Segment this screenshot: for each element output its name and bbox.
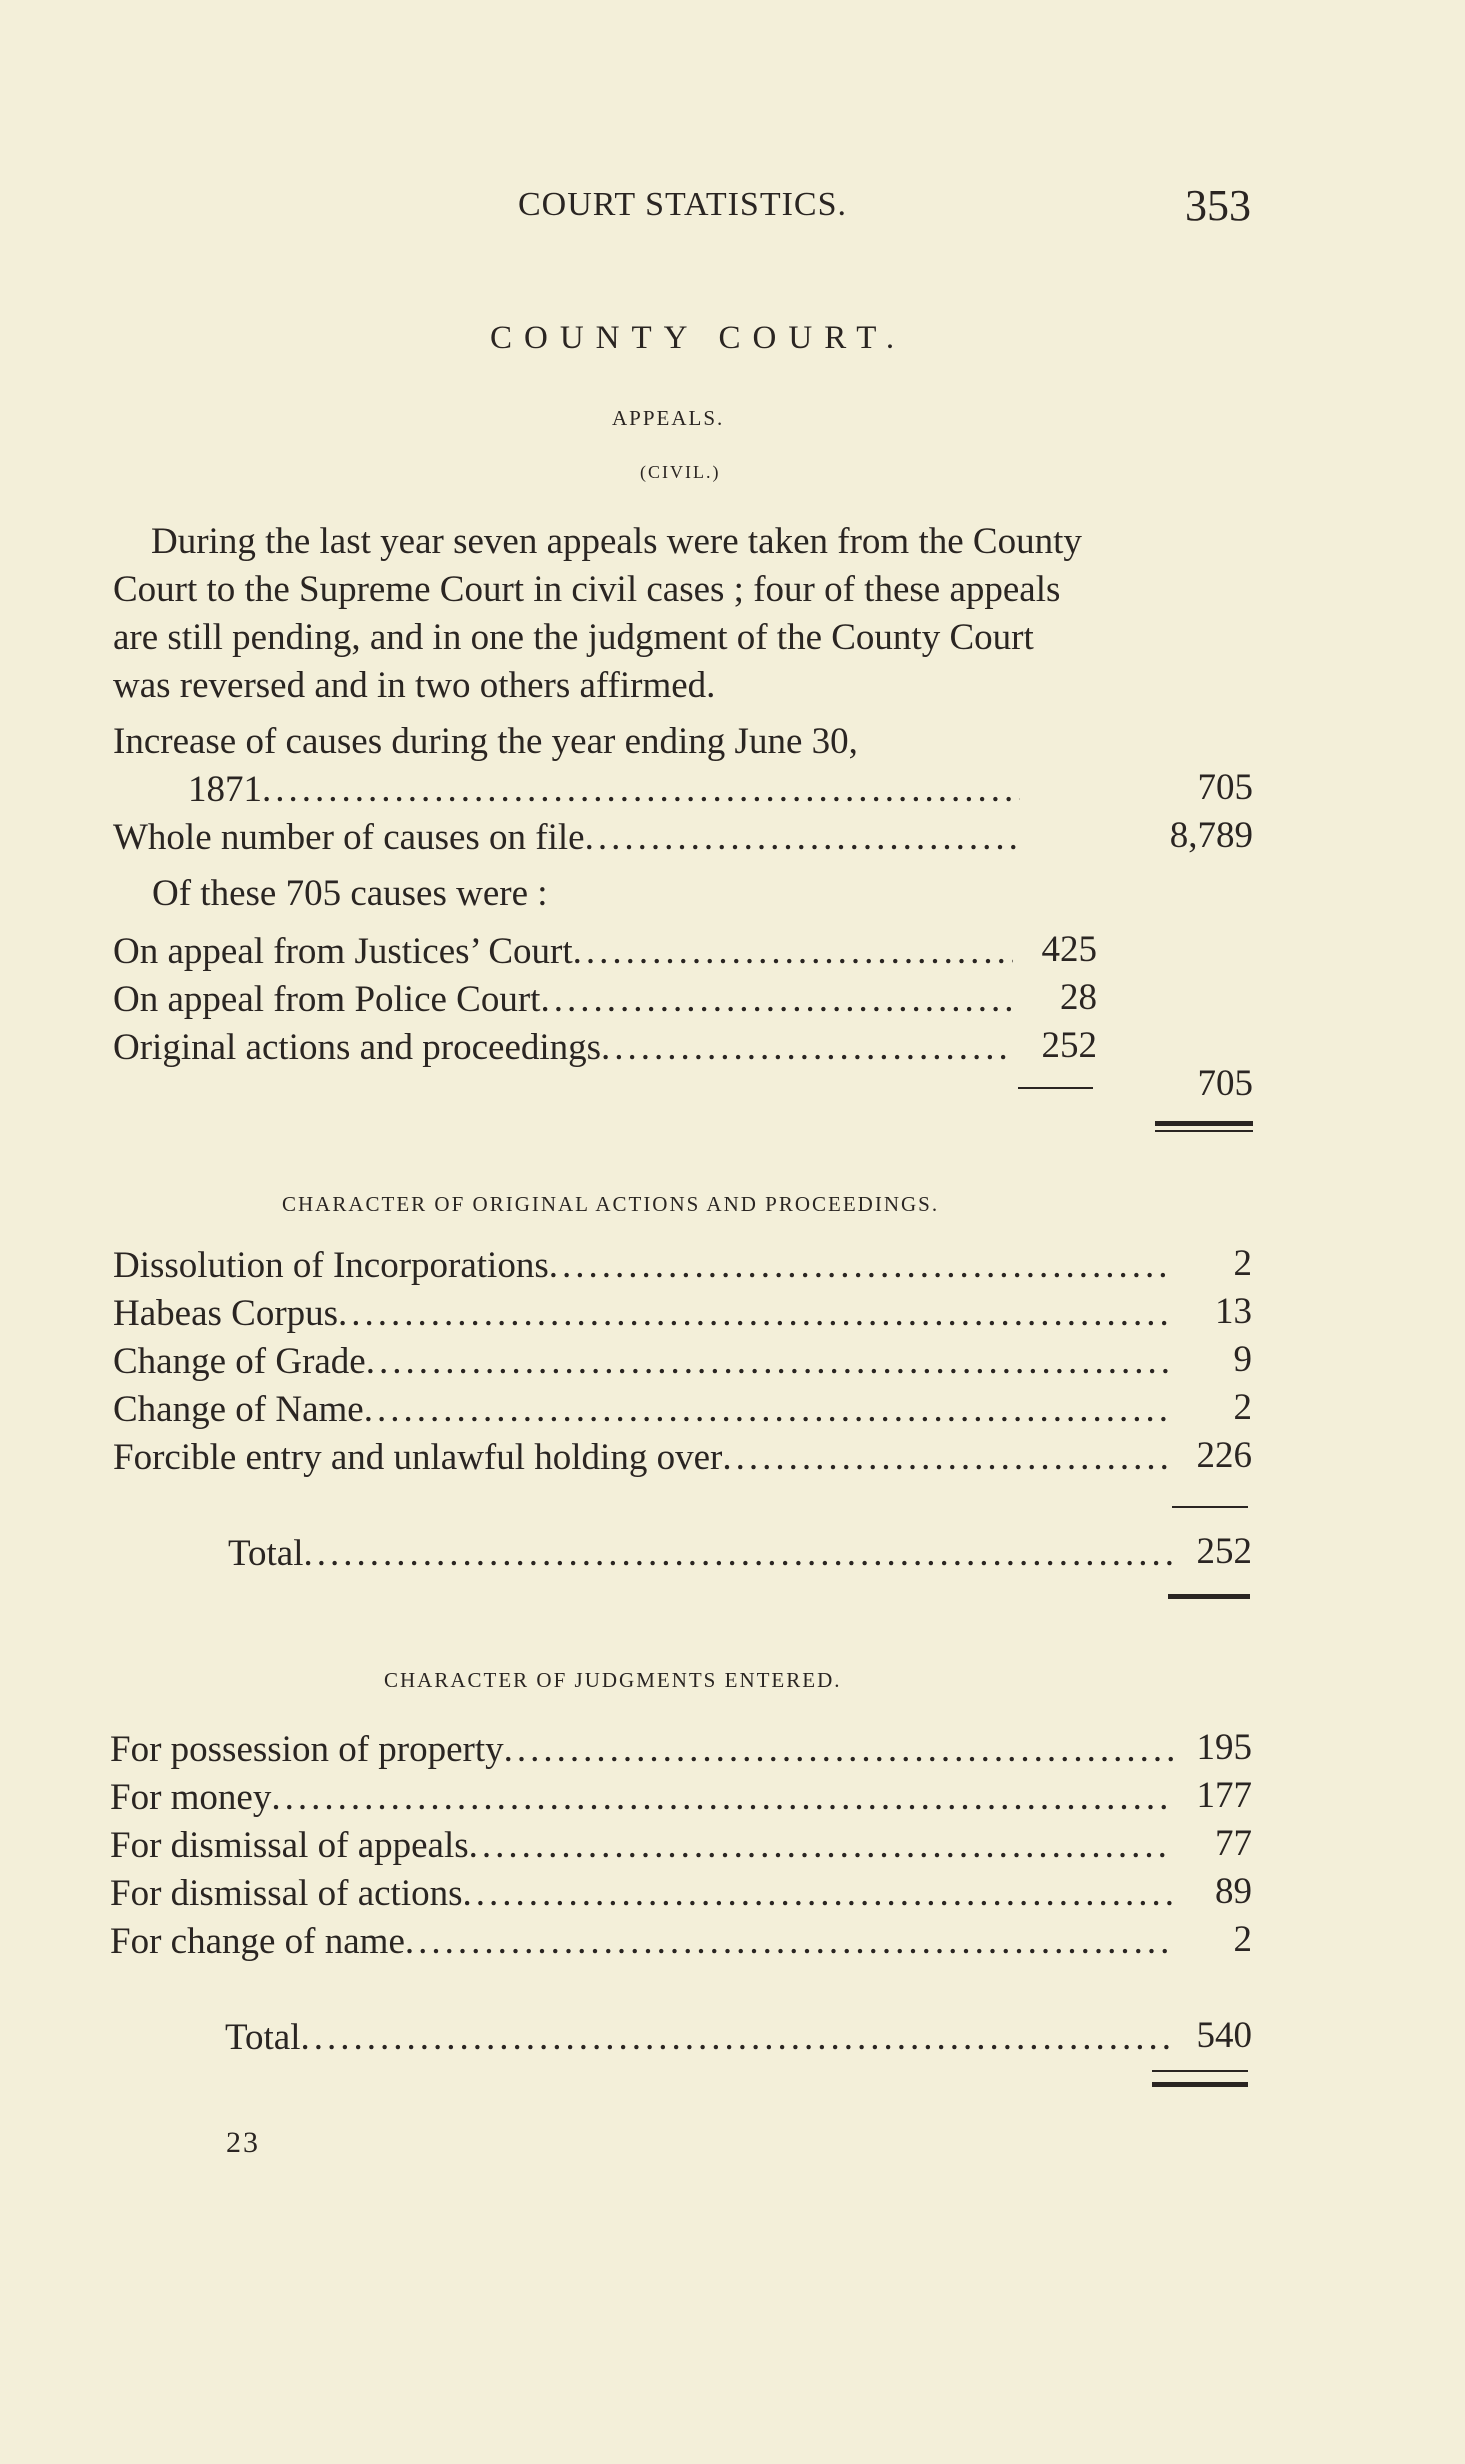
breakdown-label: On appeal from Police Court — [113, 979, 541, 1020]
original-action-row — [113, 1338, 1173, 1386]
judgments-heading: CHARACTER OF JUDGMENTS ENTERED. — [384, 1668, 842, 1692]
whole-number-value: 8,789 — [1169, 815, 1253, 856]
of-these-label: Of these 705 causes were : — [152, 873, 548, 914]
original-action-value: 2 — [1233, 1243, 1252, 1284]
original-action-value: 2 — [1233, 1387, 1252, 1428]
increase-label-line1: Increase of causes during the year ending June 30, — [113, 721, 858, 762]
paragraph-line-3: are still pending, and in one the judgment of the County Court — [113, 617, 1034, 658]
total-double-rule — [1155, 1121, 1253, 1126]
subtotal-rule — [1018, 1087, 1093, 1089]
judgments-total-value: 540 — [1196, 2015, 1252, 2056]
judgment-label: For possession of property — [110, 1729, 504, 1770]
original-action-value: 226 — [1196, 1435, 1252, 1476]
paragraph-line-2: Court to the Supreme Court in civil cases ; four of these appeals — [113, 569, 1061, 610]
running-header: COURT STATISTICS. — [518, 186, 847, 223]
increase-label-line2: 1871 — [188, 769, 262, 810]
original-action-row — [113, 1290, 1173, 1338]
judgments-total-label: Total — [225, 2017, 301, 2058]
judgment-row — [110, 1918, 1173, 1966]
original-action-label: Change of Name — [113, 1389, 364, 1430]
judgment-row — [110, 1726, 1173, 1774]
signature-mark: 23 — [226, 2126, 260, 2159]
original-action-value: 9 — [1233, 1339, 1252, 1380]
paragraph-line-1: During the last year seven appeals were taken from the County — [151, 521, 1082, 562]
judgment-label: For money — [110, 1777, 272, 1818]
judgments-total-row — [225, 2014, 1173, 2062]
original-action-row — [113, 1242, 1173, 1290]
judgment-value: 177 — [1196, 1775, 1252, 1816]
whole-number-label: Whole number of causes on file — [113, 817, 585, 858]
judgment-value: 195 — [1196, 1727, 1252, 1768]
original-actions-double-rule — [1168, 1594, 1250, 1599]
breakdown-value: 425 — [1041, 929, 1097, 970]
original-action-row — [113, 1386, 1173, 1434]
judgment-row — [110, 1822, 1173, 1870]
original-actions-total-value: 252 — [1196, 1531, 1252, 1572]
original-action-row — [113, 1434, 1173, 1482]
breakdown-row — [113, 928, 1013, 976]
original-actions-total-row — [228, 1530, 1173, 1578]
increase-row — [188, 766, 1020, 814]
breakdown-total: 705 — [1197, 1063, 1253, 1104]
original-actions-heading: CHARACTER OF ORIGINAL ACTIONS AND PROCEEDINGS. — [282, 1192, 940, 1216]
increase-value: 705 — [1197, 767, 1253, 808]
breakdown-value: 252 — [1041, 1025, 1097, 1066]
judgments-double-rule-lower — [1152, 2082, 1248, 2087]
judgment-row — [110, 1870, 1173, 1918]
appeals-heading: APPEALS. — [612, 406, 725, 430]
page-number: 353 — [1185, 181, 1251, 230]
original-action-value: 13 — [1215, 1291, 1252, 1332]
judgment-value: 77 — [1215, 1823, 1252, 1864]
breakdown-label: On appeal from Justices’ Court — [113, 931, 573, 972]
judgment-label: For dismissal of appeals — [110, 1825, 469, 1866]
breakdown-value: 28 — [1060, 977, 1097, 1018]
original-actions-rule — [1172, 1506, 1248, 1508]
judgment-label: For change of name — [110, 1921, 405, 1962]
judgment-row — [110, 1774, 1173, 1822]
whole-number-row — [113, 814, 1020, 862]
paragraph-line-4: was reversed and in two others affirmed. — [113, 665, 716, 706]
original-action-label: Change of Grade — [113, 1341, 366, 1382]
judgment-value: 89 — [1215, 1871, 1252, 1912]
original-action-label: Forcible entry and unlawful holding over — [113, 1437, 723, 1478]
judgments-double-rule — [1152, 2070, 1248, 2072]
breakdown-label: Original actions and proceedings — [113, 1027, 602, 1068]
judgment-value: 2 — [1233, 1919, 1252, 1960]
appeals-paragraph — [113, 518, 1253, 710]
judgment-label: For dismissal of actions — [110, 1873, 463, 1914]
original-action-label: Habeas Corpus — [113, 1293, 339, 1334]
section-title: COUNTY COURT. — [490, 320, 907, 356]
breakdown-row — [113, 976, 1013, 1024]
appeals-subheading: (CIVIL.) — [640, 462, 721, 482]
total-double-rule-lower — [1155, 1130, 1253, 1132]
breakdown-row — [113, 1024, 1013, 1072]
original-action-label: Dissolution of Incorporations — [113, 1245, 549, 1286]
original-actions-total-label: Total — [228, 1533, 304, 1574]
